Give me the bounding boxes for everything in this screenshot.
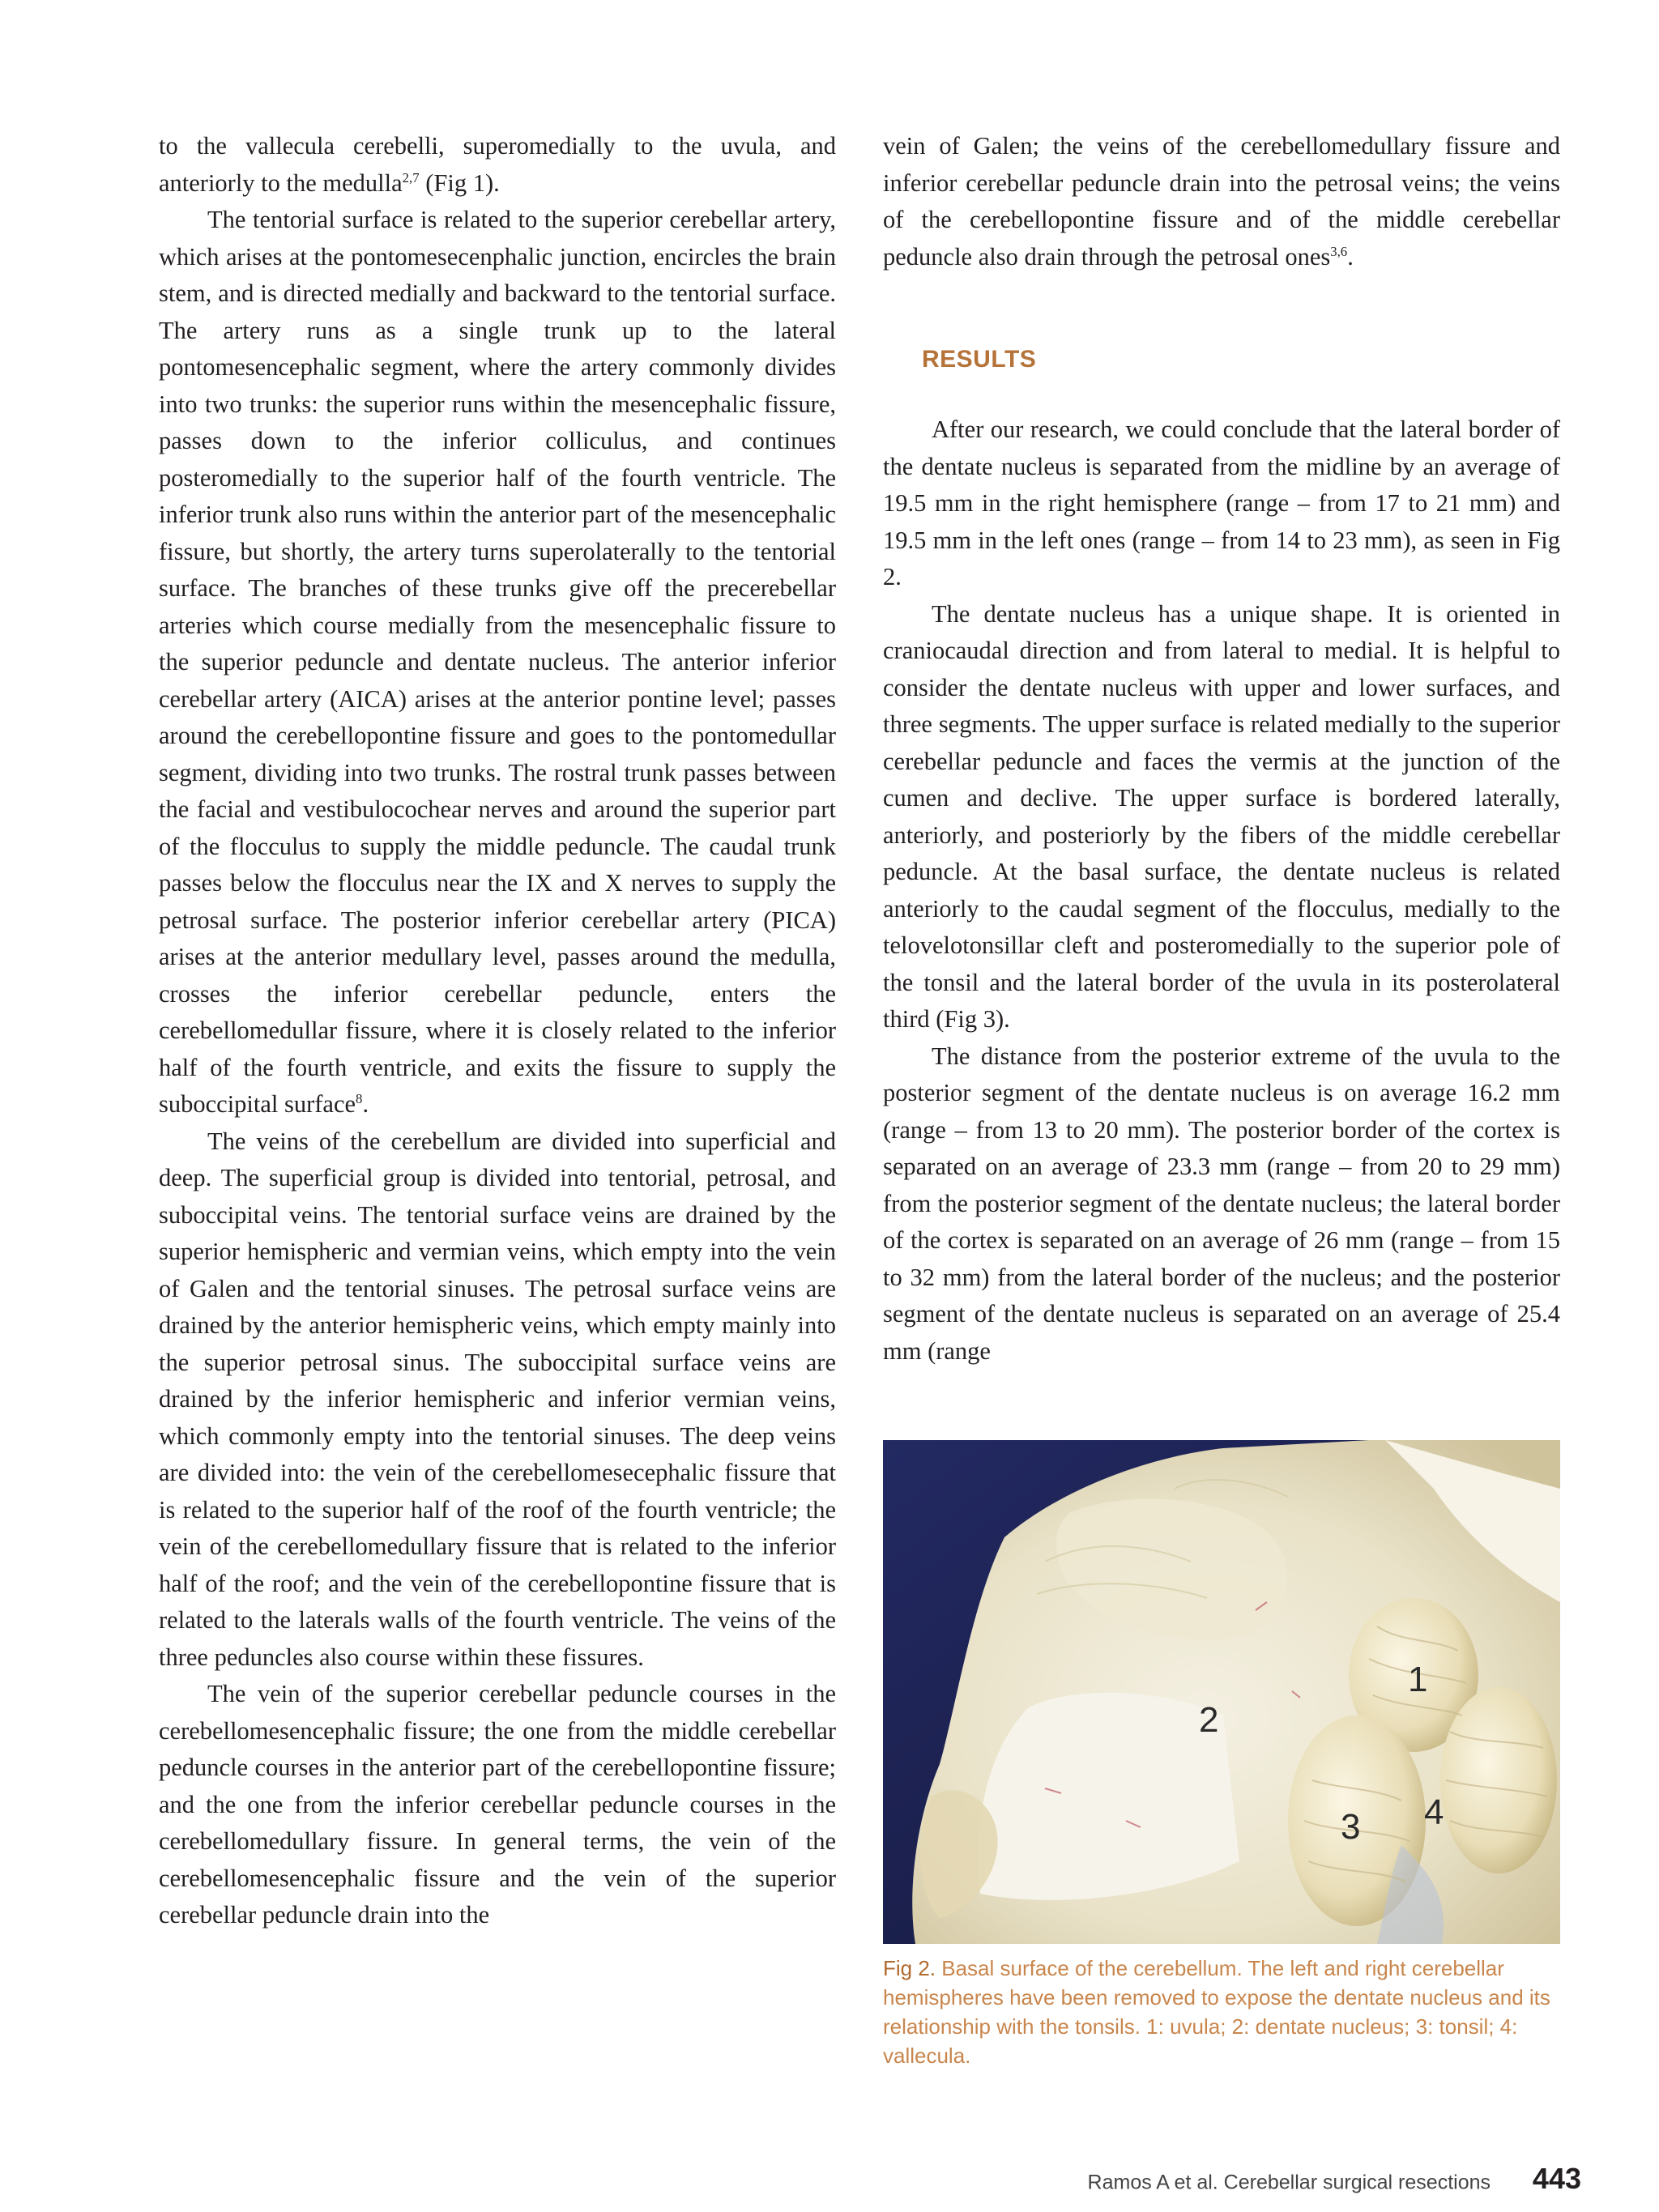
citation: 2,7 [402, 169, 420, 185]
figure-caption-label: Fig 2. [883, 1956, 936, 1980]
paragraph: The distance from the posterior extreme of the uvula to the posterior segment of the dentate nucleus is on average 16.2 mm (range – from 13 to 20 mm). The posterior border of the cortex is separated on an average of 23.3 mm (range – from 20 to 29 mm) from the posterior segment of the dentate nucleus; the lateral border of the cortex is separated on an average of 26 mm (range – from 15 to 32 mm) from the lateral border of the nucleus; and the posterior segment of the dentate nucleus is separated on an average of 25.4 mm (range [883, 1042, 1560, 1365]
figure-photo [883, 1440, 1560, 1944]
citation: 8 [356, 1090, 363, 1106]
figure-label-vallecula: 4 [1424, 1792, 1444, 1832]
figure-caption-text: Basal surface of the cerebellum. The left and right cerebellar hemispheres have been removed to expose the dentate nucleus and its relationship with the tonsils. 1: uvula; 2: dentate nucleus; 3: tonsil; 4: vallecula. [883, 1956, 1550, 2068]
paragraph: The dentate nucleus has a unique shape. It is oriented in craniocaudal direction and from lateral to medial. It is helpful to consider the dentate nucleus with upper and lower surfaces, and three segments. The upper surface is related medially to the superior cerebellar peduncle and faces the vermis at the junction of the cumen and declive. The upper surface is bordered laterally, anteriorly, and posteriorly by the fibers of the middle cerebellar peduncle. At the basal surface, the dentate nucleus is related anteriorly to the caudal segment of the flocculus, medially to the telovelotonsillar cleft and posteromedially to the superior pole of the tonsil and the lateral border of the uvula in its posterolateral third (Fig 3). [883, 599, 1560, 1033]
page-number: 443 [1532, 2162, 1581, 2195]
paragraph: The tentorial surface is related to the superior cerebellar artery, which arises at the pontomesecenphalic junction, encircles the brain stem, and is directed medially and backward to the tentorial surface. The artery runs as a single trunk up to the lateral pontomesencephalic segment, where the artery commonly divides into two trunks: the superior runs within the mesencephalic fissure, passes down to the inferior colliculus, and continues posteromedially to the superior half of the fourth ventricle. The inferior trunk also runs within the anterior part of the mesencephalic fissure, but shortly, the artery turns superolaterally to the tentorial surface. The branches of these trunks give off the precerebellar arteries which course medially from the mesencephalic fissure to the superior peduncle and dentate nucleus. The anterior inferior cerebellar artery (AICA) arises at the anterior pontine level; passes around the cerebellopontine fissure and goes to the pontomedullar segment, dividing into two trunks. The rostral trunk passes between the facial and vestibulocochear nerves and around the superior part of the flocculus to supply the middle peduncle. The caudal trunk passes below the flocculus near the IX and X nerves to supply the petrosal surface. The posterior inferior cerebellar artery (PICA) arises at the anterior medullary level, passes around the medulla, crosses the inferior cerebellar peduncle, enters the cerebellomedullar fissure, where it is closely related to the inferior half of the fourth ventricle, and exits the fissure to supply the suboccipital surface$^8$. [159, 206, 836, 1118]
citation: 3,6 [1330, 243, 1348, 259]
running-title: Ramos A et al. Cerebellar surgical resections [1087, 2171, 1491, 2194]
paragraph: to the vallecula cerebelli, superomedially to the uvula, and anteriorly to the medulla$^{2,7}$ (Fig 1). [159, 132, 836, 197]
left-column [159, 128, 836, 1934]
paragraph: vein of Galen; the veins of the cerebellomedullary fissure and inferior cerebellar peduncle drain into the petrosal veins; the veins of the cerebellopontine fissure and of the middle cerebellar peduncle also drain through the petrosal ones$^{3,6}$. [883, 132, 1560, 271]
cerebellum-photo-illustration [883, 1440, 1560, 1944]
paragraph: After our research, we could conclude that the lateral border of the dentate nucleus is separated from the midline by an average of 19.5 mm in the right hemisphere (range – from 17 to 21 mm) and 19.5 mm in the left ones (range – from 14 to 23 mm), as seen in Fig 2. [883, 416, 1560, 590]
paragraph: The veins of the cerebellum are divided into superficial and deep. The superficial group is divided into tentorial, petrosal, and suboccipital veins. The tentorial surface veins are drained by the superior hemispheric and vermian veins, which empty into the vein of Galen and the tentorial sinuses. The petrosal surface veins are drained by the anterior hemispheric veins, which empty mainly into the superior petrosal sinus. The suboccipital surface veins are drained by the inferior hemispheric and inferior vermian veins, which commonly empty into the tentorial sinuses. The deep veins are divided into: the vein of the cerebellomesecephalic fissure that is related to the superior half of the roof of the fourth ventricle; the vein of the cerebellomedullary fissure that is related to the inferior half of the roof; and the vein of the cerebellopontine fissure that is related to the laterals walls of the fourth ventricle. The veins of the three peduncles also course within these fissures. [159, 1127, 836, 1671]
figure-label-tonsil: 3 [1341, 1807, 1361, 1847]
figure-label-dentate-nucleus: 2 [1199, 1700, 1219, 1740]
figure-caption [883, 1954, 1560, 2070]
figure-label-uvula: 1 [1408, 1660, 1428, 1699]
right-column [883, 128, 1560, 1370]
paragraph: The vein of the superior cerebellar peduncle courses in the cerebellomesencephalic fissure; the one from the middle cerebellar peduncle courses in the anterior part of the cerebellopontine fissure; and the one from the inferior cerebellar peduncle courses in the cerebellomedullary fissure. In general terms, the vein of the cerebellomesencephalic fissure and the vein of the superior cerebellar peduncle drain into the [159, 1680, 836, 1929]
section-heading: RESULTS [922, 346, 1037, 373]
